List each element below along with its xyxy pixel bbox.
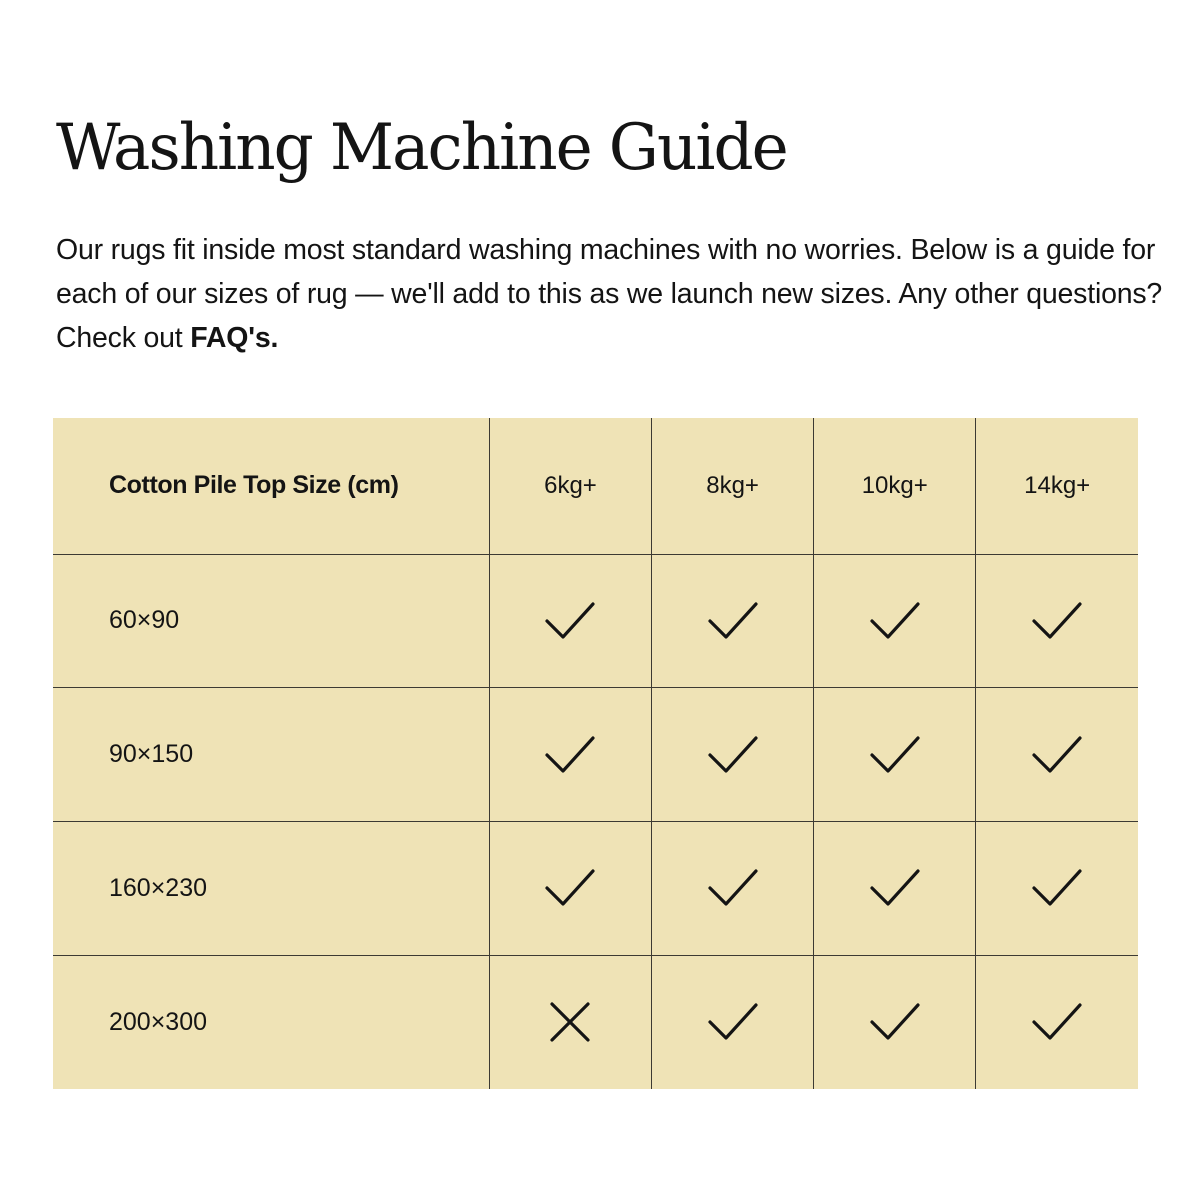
compatibility-cell [814,554,976,688]
faq-link[interactable]: FAQ's. [190,322,279,354]
page-title: Washing Machine Guide [56,111,787,185]
compatibility-cell [652,822,814,956]
compatibility-cell [489,955,651,1089]
check-icon [652,734,813,776]
compatibility-cell [814,955,976,1089]
compatibility-cell [976,688,1138,822]
compatibility-cell [976,822,1138,956]
check-icon [652,600,813,642]
check-icon [814,600,975,642]
table-row [53,955,1138,1089]
compatibility-cell [652,688,814,822]
rug-size-cell: 160×230 [53,822,489,956]
intro-text: Our rugs fit inside most standard washing machines with no worries. Below is a guide for each of our sizes of rug — we'll add to this as we launch new sizes. Any other questions? Check out [56,234,1163,354]
compatibility-cell [976,955,1138,1089]
compatibility-cell [652,554,814,688]
compatibility-cell [976,554,1138,688]
check-icon [976,1001,1138,1043]
check-icon [976,867,1138,909]
cross-icon [490,1000,651,1044]
compatibility-cell [814,822,976,956]
check-icon [490,867,651,909]
intro-paragraph [56,228,1166,360]
check-icon [814,734,975,776]
capacity-header-10kg: 10kg+ [814,418,976,554]
size-column-header: Cotton Pile Top Size (cm) [53,418,489,554]
compatibility-cell [489,688,651,822]
table-row [53,688,1138,822]
washing-machine-guide-table [53,418,1138,1089]
check-icon [976,734,1138,776]
compatibility-cell [814,688,976,822]
check-icon [976,600,1138,642]
table-header-row [53,418,1138,554]
check-icon [490,734,651,776]
rug-size-cell: 90×150 [53,688,489,822]
table-row [53,822,1138,956]
rug-size-cell: 60×90 [53,554,489,688]
capacity-header-8kg: 8kg+ [652,418,814,554]
compatibility-cell [652,955,814,1089]
capacity-header-6kg: 6kg+ [489,418,651,554]
table-row [53,554,1138,688]
compatibility-cell [489,554,651,688]
check-icon [652,867,813,909]
check-icon [490,600,651,642]
compatibility-cell [489,822,651,956]
capacity-header-14kg: 14kg+ [976,418,1138,554]
check-icon [652,1001,813,1043]
check-icon [814,867,975,909]
check-icon [814,1001,975,1043]
rug-size-cell: 200×300 [53,955,489,1089]
